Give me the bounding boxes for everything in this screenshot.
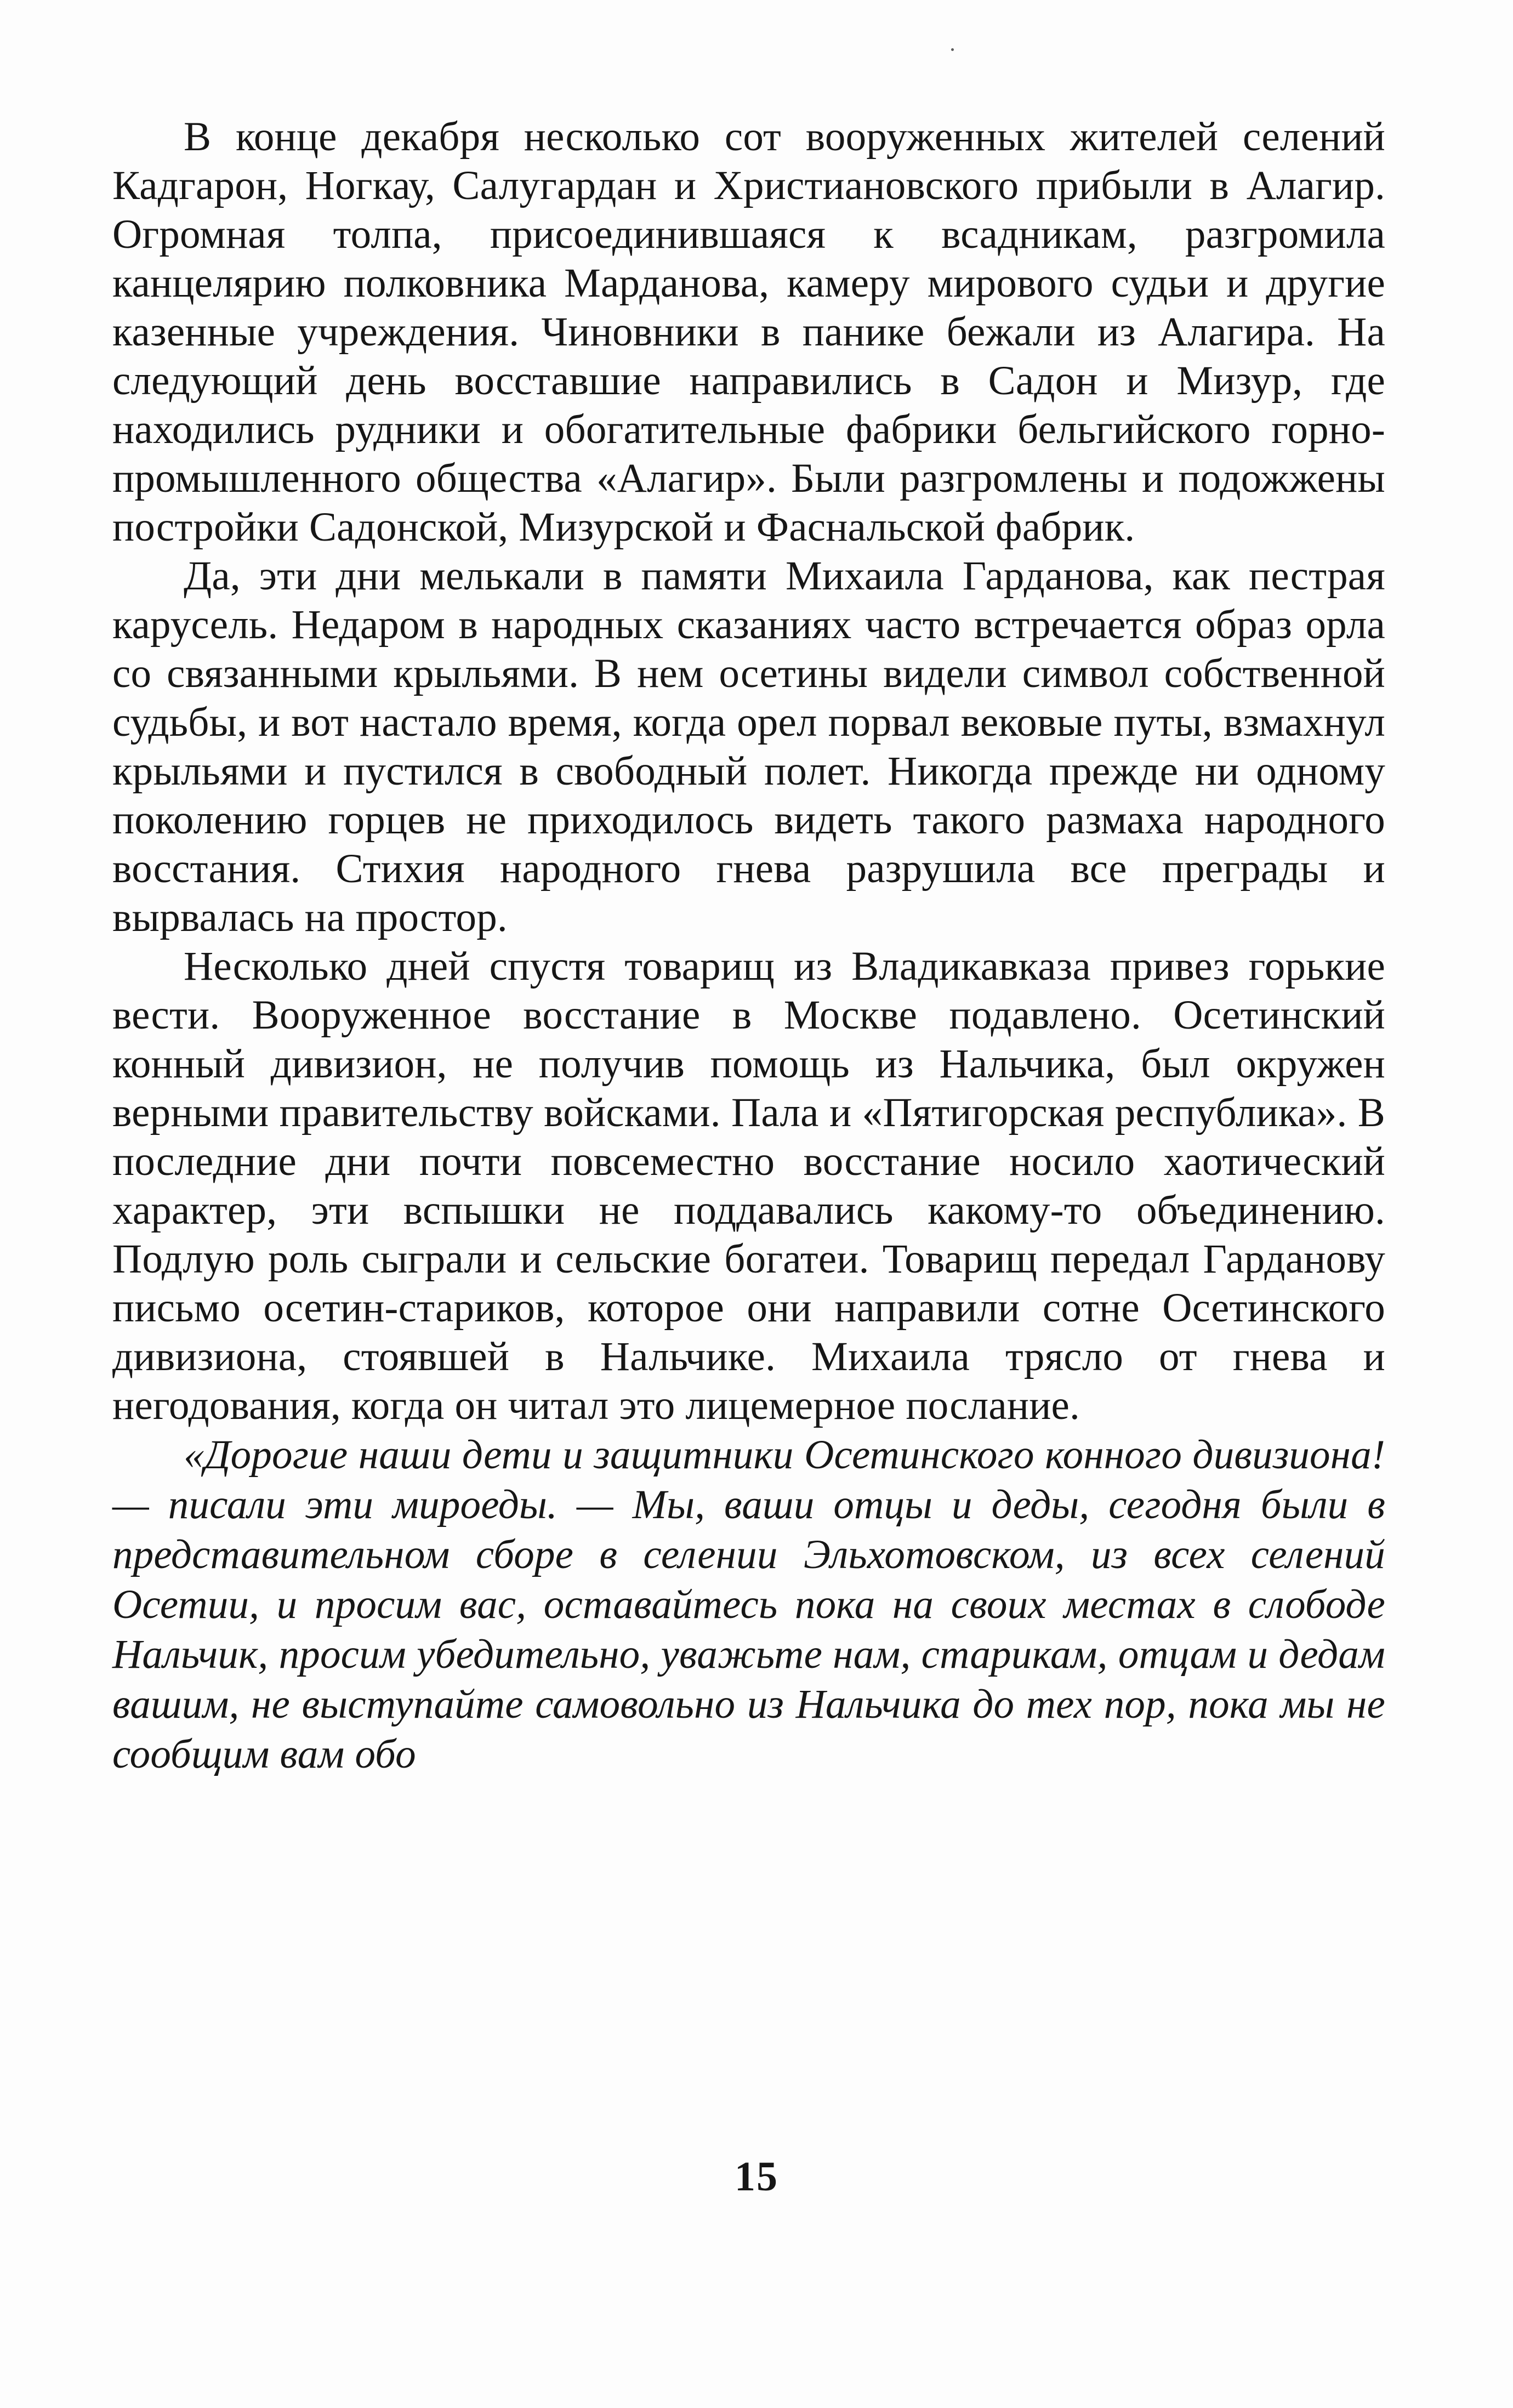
body-text [112, 112, 1385, 1779]
paragraph-bitter-news: Несколько дней спустя товарищ из Владикавказа привез горькие вести. Вооруженное восстание в Москве подавлено. Осетинский конный дивизион, не получив помощь из Нальчика, был окружен верными правительству войсками. Пала и «Пятигорская республика». В последние дни почти повсеместно восстание носило хаотический характер, эти вспышки не поддавались какому-то объединению. Подлую роль сыграли и сельские богатеи. Товарищ передал Гарданову письмо осетин-стариков, которое они направили сотне Осетинского дивизиона, стоявшей в Нальчике. Михаила трясло от гнева и негодования, когда он читал это лицемерное послание. [112, 944, 1385, 1428]
print-speck [951, 48, 954, 51]
paragraph-letter-quote: «Дорогие наши дети и защитники Осетинского конного дивизиона! — писали эти мироеды. — Мы, ваши отцы и деды, сегодня были в представительном сборе в селении Эльхотовском, из всех селений Осетии, и просим вас, оставайтесь пока на своих местах в слободе Нальчик, просим убедительно, уважьте нам, старикам, отцам и дедам вашим, не выступайте самовольно из Нальчика до тех пор, пока мы не сообщим вам обо [112, 1432, 1385, 1777]
paragraph-memories: Да, эти дни мелькали в памяти Михаила Гарданова, как пестрая карусель. Недаром в народных сказаниях часто встречается образ орла со связанными крыльями. В нем осетины видели символ собственной судьбы, и вот настало время, когда орел порвал вековые путы, взмахнул крыльями и пустился в свободный полет. Никогда прежде ни одному поколению горцев не приходилось видеть такого размаха народного восстания. Стихия народного гнева разрушила все преграды и вырвалась на простор. [112, 553, 1385, 940]
paragraph-uprising: В конце декабря несколько сот вооруженных жителей селений Кадгарон, Ногкау, Салугардан и Христиановского прибыли в Алагир. Огромная толпа, присоединившаяся к всадникам, разгромила канцелярию полковника Марданова, камеру мирового судьи и другие казенные учреждения. Чиновники в панике бежали из Алагира. На следующий день восставшие направились в Садон и Мизур, где находились рудники и обогатительные фабрики бельгийского горно-промышленного общества «Алагир». Были разгромлены и подожжены постройки Садонской, Мизурской и Фаснальской фабрик. [112, 114, 1385, 550]
page-number: 15 [735, 2154, 778, 2200]
